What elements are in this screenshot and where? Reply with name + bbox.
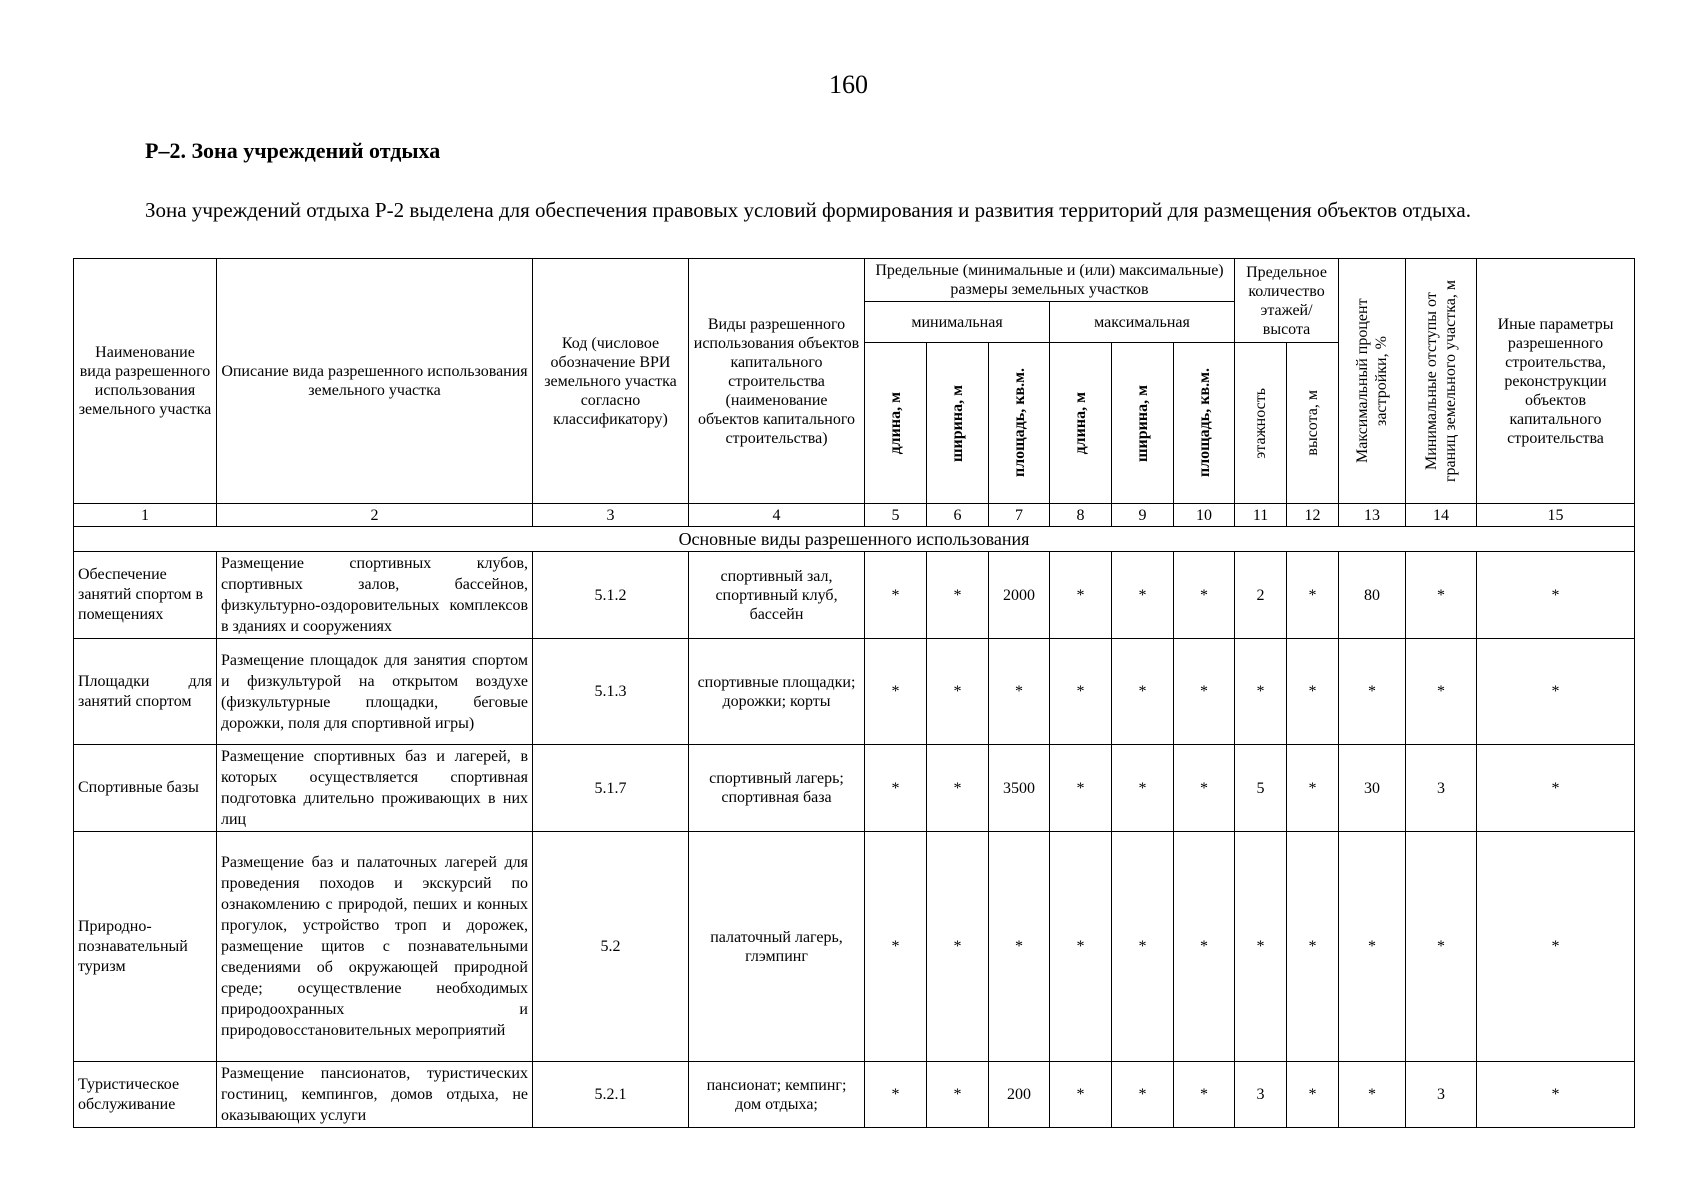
- row-name: Природно-познавательный туризм: [74, 832, 217, 1062]
- row-value: *: [1287, 639, 1339, 745]
- column-number: 8: [1050, 504, 1112, 527]
- group-title: Основные виды разрешенного использования: [74, 527, 1635, 552]
- row-description: Размещение спортивных клубов, спортивных залов, бассейнов, физкультурно-оздоровительных комплексов в зданиях и сооружениях: [217, 552, 533, 639]
- row-value: *: [1112, 552, 1174, 639]
- row-value: *: [1112, 832, 1174, 1062]
- row-value: *: [1235, 639, 1287, 745]
- column-number: 1: [74, 504, 217, 527]
- column-number: 13: [1339, 504, 1406, 527]
- row-objects: спортивные площадки; дорожки; корты: [689, 639, 865, 745]
- row-value: *: [1287, 1062, 1339, 1128]
- zone-parameters-table: [73, 258, 1635, 1128]
- row-value: *: [989, 832, 1050, 1062]
- row-value: 2: [1235, 552, 1287, 639]
- header-min-area: площадь, кв.м.: [1010, 368, 1028, 478]
- column-number: 2: [217, 504, 533, 527]
- column-number: 14: [1406, 504, 1477, 527]
- header-max-length: длина, м: [1072, 391, 1089, 455]
- row-value: *: [927, 639, 989, 745]
- table-row: [74, 745, 1635, 832]
- row-name: Площадки для занятий спортом: [74, 639, 217, 745]
- row-code: 5.1.2: [533, 552, 689, 639]
- header-min-setback: Минимальные отступы от границ земельного участка, м: [1423, 280, 1460, 483]
- header-height: высота, м: [1304, 390, 1322, 456]
- row-value: *: [1339, 832, 1406, 1062]
- row-value: *: [1174, 1062, 1235, 1128]
- column-number: 3: [533, 504, 689, 527]
- row-name: Туристическое обслуживание: [74, 1062, 217, 1128]
- row-code: 5.2: [533, 832, 689, 1062]
- row-value: *: [865, 639, 927, 745]
- table-row: [74, 639, 1635, 745]
- row-value: *: [1112, 1062, 1174, 1128]
- header-limits-group: Предельные (минимальные и (или) максимальные) размеры земельных участков: [865, 259, 1235, 302]
- row-value: 30: [1339, 745, 1406, 832]
- header-min-width: ширина, м: [949, 384, 966, 462]
- row-value: *: [1406, 552, 1477, 639]
- header-code: Код (числовое обозначение ВРИ земельного участка согласно классификатору): [533, 259, 689, 504]
- header-min-length: длина, м: [887, 391, 904, 455]
- row-value: *: [1287, 832, 1339, 1062]
- row-name: Спортивные базы: [74, 745, 217, 832]
- row-value: *: [1339, 639, 1406, 745]
- row-value: *: [927, 745, 989, 832]
- column-number: 7: [989, 504, 1050, 527]
- header-description: Описание вида разрешенного использования земельного участка: [217, 259, 533, 504]
- row-value: *: [1174, 832, 1235, 1062]
- column-number: 15: [1477, 504, 1635, 527]
- column-number: 9: [1112, 504, 1174, 527]
- row-value: *: [865, 832, 927, 1062]
- row-value: *: [1477, 832, 1635, 1062]
- page-number: 160: [829, 70, 868, 99]
- row-description: Размещение спортивных баз и лагерей, в которых осуществляется спортивная подготовка длительно проживающих в них лиц: [217, 745, 533, 832]
- row-value: *: [1406, 832, 1477, 1062]
- row-value: *: [1287, 745, 1339, 832]
- intro-paragraph: Зона учреждений отдыха Р-2 выделена для обеспечения правовых условий формирования и развития территорий для размещения объектов отдыха.: [145, 198, 1471, 222]
- row-value: *: [1174, 745, 1235, 832]
- header-max-area: площадь, кв.м.: [1195, 368, 1213, 478]
- row-value: *: [1235, 832, 1287, 1062]
- row-objects: спортивный лагерь; спортивная база: [689, 745, 865, 832]
- header-max-percent: Максимальный процент застройки, %: [1354, 298, 1391, 464]
- header-max-group: максимальная: [1050, 302, 1235, 343]
- row-value: 3: [1235, 1062, 1287, 1128]
- row-code: 5.1.7: [533, 745, 689, 832]
- row-value: *: [1339, 1062, 1406, 1128]
- row-value: 2000: [989, 552, 1050, 639]
- header-floors: этажность: [1252, 387, 1270, 459]
- row-value: *: [865, 1062, 927, 1128]
- row-value: 200: [989, 1062, 1050, 1128]
- column-numbers-row: [74, 504, 1635, 527]
- row-value: 5: [1235, 745, 1287, 832]
- column-number: 6: [927, 504, 989, 527]
- row-value: *: [1477, 1062, 1635, 1128]
- row-value: *: [1050, 639, 1112, 745]
- row-value: *: [1112, 639, 1174, 745]
- row-value: *: [1406, 639, 1477, 745]
- row-value: 3500: [989, 745, 1050, 832]
- row-name: Обеспечение занятий спортом в помещениях: [74, 552, 217, 639]
- row-objects: палаточный лагерь, глэмпинг: [689, 832, 865, 1062]
- row-value: *: [927, 552, 989, 639]
- column-number: 12: [1287, 504, 1339, 527]
- header-name: Наименование вида разрешенного использования земельного участка: [74, 259, 217, 504]
- row-value: 80: [1339, 552, 1406, 639]
- row-value: *: [1174, 639, 1235, 745]
- row-value: *: [865, 745, 927, 832]
- row-value: *: [1174, 552, 1235, 639]
- column-number: 11: [1235, 504, 1287, 527]
- column-number: 10: [1174, 504, 1235, 527]
- row-description: Размещение баз и палаточных лагерей для проведения походов и экскурсий по ознакомлению с природой, пеших и конных прогулок, устройство троп и дорожек, размещение щитов с познавательными сведениями об окружающей природной среде; осуществление необходимых природоохранных и природовосстановительных мероприятий: [217, 832, 533, 1062]
- table-row: [74, 552, 1635, 639]
- row-value: *: [1477, 552, 1635, 639]
- row-description: Размещение пансионатов, туристических гостиниц, кемпингов, домов отдыха, не оказывающих услуги: [217, 1062, 533, 1128]
- row-value: *: [1050, 832, 1112, 1062]
- header-max-width: ширина, м: [1134, 384, 1151, 462]
- header-floors-group: Предельное количество этажей/ высота: [1235, 259, 1339, 343]
- column-number: 5: [865, 504, 927, 527]
- row-objects: спортивный зал, спортивный клуб, бассейн: [689, 552, 865, 639]
- row-code: 5.1.3: [533, 639, 689, 745]
- table-row: [74, 1062, 1635, 1128]
- row-value: *: [1477, 639, 1635, 745]
- header-objects: Виды разрешенного использования объектов капитального строительства (наименование объектов капитального строительства): [689, 259, 865, 504]
- row-value: *: [1287, 552, 1339, 639]
- row-value: *: [865, 552, 927, 639]
- row-code: 5.2.1: [533, 1062, 689, 1128]
- row-value: *: [1050, 1062, 1112, 1128]
- row-value: *: [1477, 745, 1635, 832]
- row-objects: пансионат; кемпинг; дом отдыха;: [689, 1062, 865, 1128]
- section-title: Р–2. Зона учреждений отдыха: [145, 138, 441, 163]
- row-description: Размещение площадок для занятия спортом и физкультурой на открытом воздухе (физкультурные площадки, беговые дорожки, поля для спортивной игры): [217, 639, 533, 745]
- row-value: *: [1112, 745, 1174, 832]
- row-value: 3: [1406, 1062, 1477, 1128]
- row-value: *: [927, 1062, 989, 1128]
- row-value: *: [989, 639, 1050, 745]
- table-row: [74, 832, 1635, 1062]
- header-other-params: Иные параметры разрешенного строительства, реконструкции объектов капитального строительства: [1477, 259, 1635, 504]
- header-min-group: минимальная: [865, 302, 1050, 343]
- row-value: *: [1050, 552, 1112, 639]
- row-value: 3: [1406, 745, 1477, 832]
- row-value: *: [927, 832, 989, 1062]
- group-row: [74, 527, 1635, 552]
- row-value: *: [1050, 745, 1112, 832]
- column-number: 4: [689, 504, 865, 527]
